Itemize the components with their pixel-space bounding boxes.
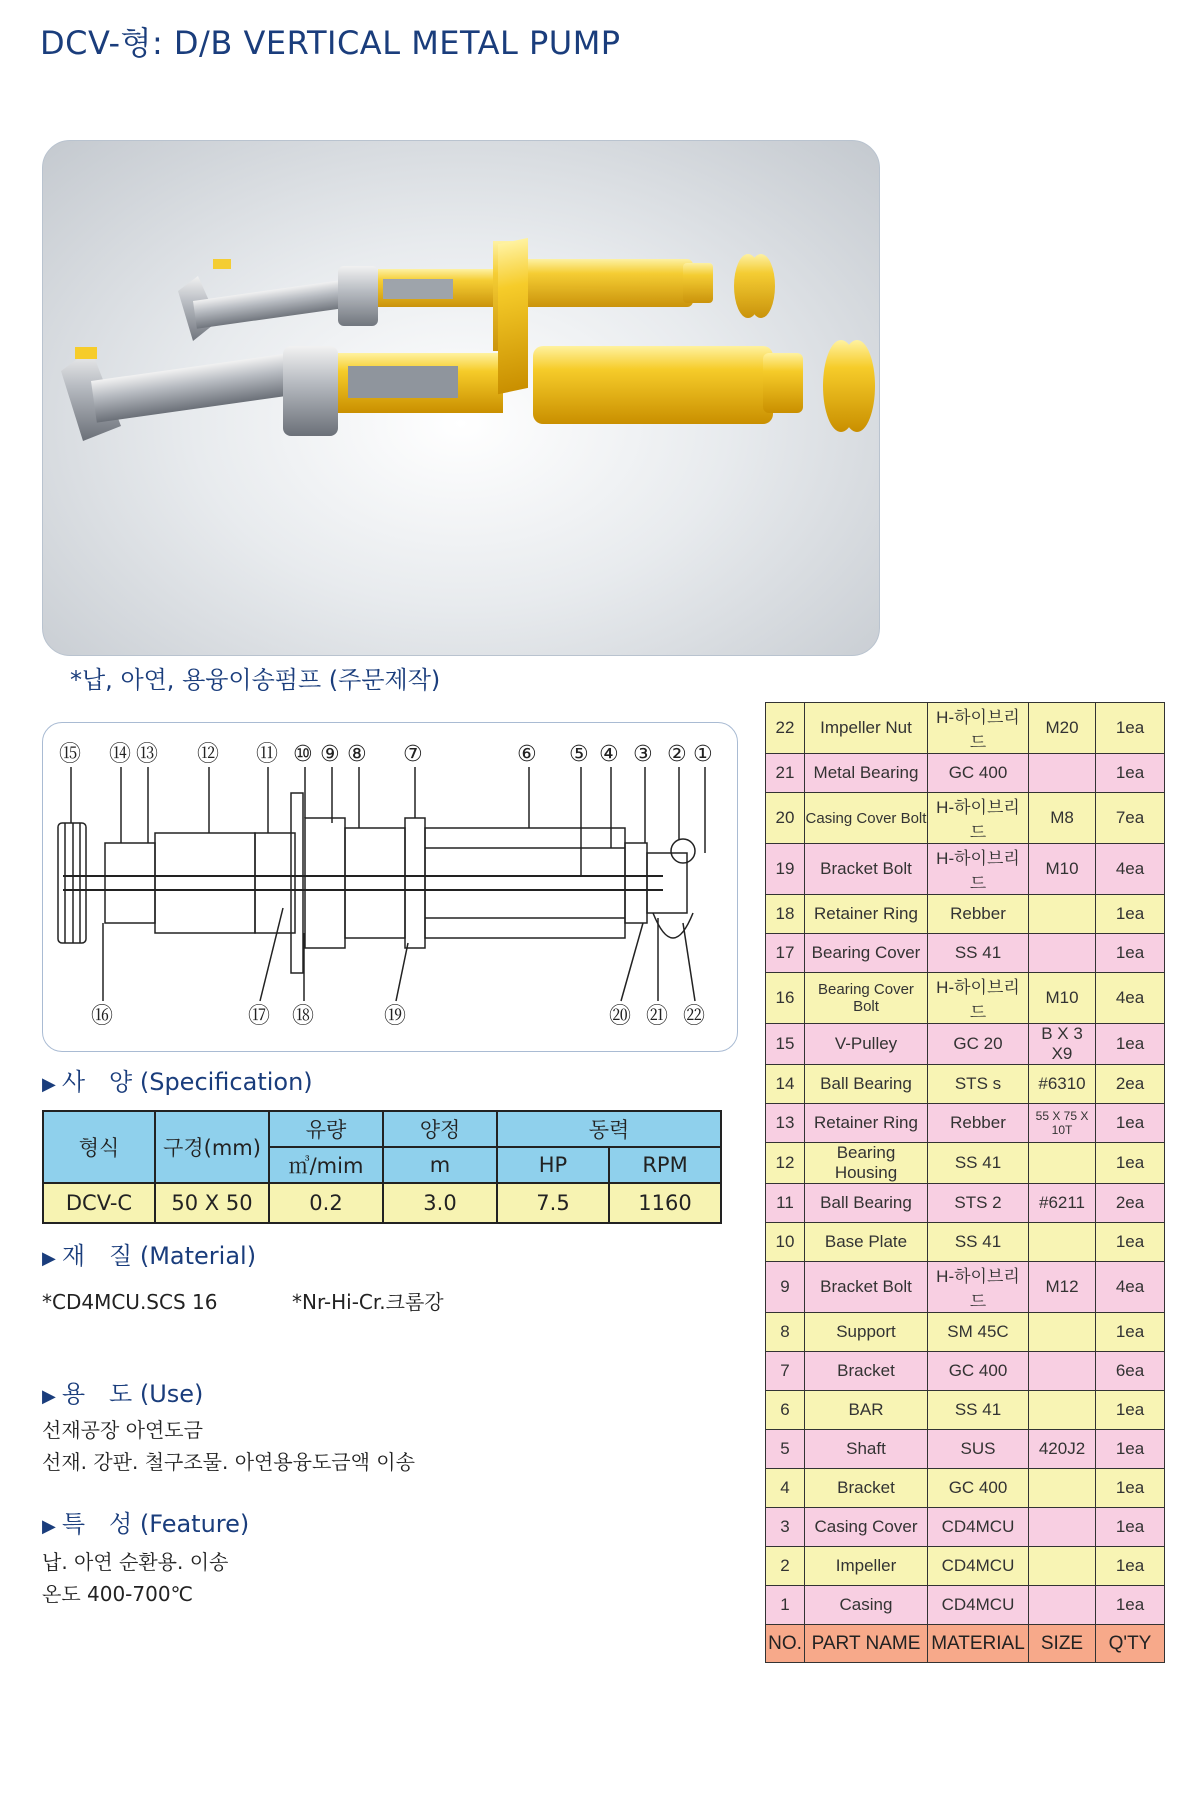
part-name: Bracket Bolt bbox=[805, 1262, 928, 1313]
spec-header-flow: 유량 bbox=[269, 1111, 383, 1147]
spec-header-power: 동력 bbox=[497, 1111, 721, 1147]
spec-unit-rpm: RPM bbox=[609, 1147, 721, 1183]
part-no: 11 bbox=[766, 1184, 805, 1223]
parts-header-no: NO. bbox=[766, 1625, 805, 1663]
callout-17: ⑰ bbox=[248, 1004, 271, 1029]
part-size bbox=[1029, 1143, 1096, 1184]
part-name: Bearing Cover Bolt bbox=[805, 973, 928, 1024]
part-material: SS 41 bbox=[928, 1143, 1029, 1184]
callout-13: ⑬ bbox=[136, 742, 159, 767]
material-item-2: *Nr-Hi-Cr.크롬강 bbox=[292, 1290, 444, 1314]
part-size: M20 bbox=[1029, 703, 1096, 754]
part-name: Bracket bbox=[805, 1469, 928, 1508]
part-qty: 1ea bbox=[1096, 1104, 1165, 1143]
part-no: 5 bbox=[766, 1430, 805, 1469]
parts-table-row bbox=[766, 703, 1165, 754]
parts-table-row bbox=[766, 895, 1165, 934]
part-no: 12 bbox=[766, 1143, 805, 1184]
part-name: Bearing Cover bbox=[805, 934, 928, 973]
material-item-1: *CD4MCU.SCS 16 bbox=[42, 1290, 218, 1314]
parts-table-row bbox=[766, 1586, 1165, 1625]
part-size bbox=[1029, 1586, 1096, 1625]
spec-heading: ▶ 사 양 (Specification) bbox=[42, 1068, 313, 1096]
parts-header-name: PART NAME bbox=[805, 1625, 928, 1663]
part-material: H-하이브리드 bbox=[928, 793, 1029, 844]
use-line-2: 선재. 강판. 철구조물. 아연용융도금액 이송 bbox=[42, 1450, 415, 1474]
part-no: 14 bbox=[766, 1065, 805, 1104]
parts-header-material: MATERIAL bbox=[928, 1625, 1029, 1663]
parts-table-row bbox=[766, 1223, 1165, 1262]
spec-head: 3.0 bbox=[383, 1183, 497, 1223]
part-material: STS 2 bbox=[928, 1184, 1029, 1223]
part-no: 4 bbox=[766, 1469, 805, 1508]
part-name: Casing Cover bbox=[805, 1508, 928, 1547]
part-no: 2 bbox=[766, 1547, 805, 1586]
part-no: 19 bbox=[766, 844, 805, 895]
part-material: SS 41 bbox=[928, 934, 1029, 973]
photo-caption: *납, 아연, 용융이송펌프 (주문제작) bbox=[70, 666, 441, 694]
part-name: Ball Bearing bbox=[805, 1065, 928, 1104]
feature-line-2: 온도 400-700℃ bbox=[42, 1582, 194, 1606]
part-material: Rebber bbox=[928, 895, 1029, 934]
part-no: 8 bbox=[766, 1313, 805, 1352]
part-no: 17 bbox=[766, 934, 805, 973]
part-name: Bracket bbox=[805, 1352, 928, 1391]
part-no: 7 bbox=[766, 1352, 805, 1391]
part-qty: 1ea bbox=[1096, 895, 1165, 934]
use-heading: ▶ 용 도 (Use) bbox=[42, 1380, 204, 1408]
part-name: V-Pulley bbox=[805, 1024, 928, 1065]
spec-unit-flow: ㎥/mim bbox=[269, 1147, 383, 1183]
feature-heading: ▶ 특 성 (Feature) bbox=[42, 1510, 250, 1538]
part-size: 55 X 75 X 10T bbox=[1029, 1104, 1096, 1143]
parts-header-row bbox=[766, 1625, 1165, 1663]
parts-table-row bbox=[766, 1352, 1165, 1391]
spec-hp: 7.5 bbox=[497, 1183, 609, 1223]
part-no: 22 bbox=[766, 703, 805, 754]
part-name: Retainer Ring bbox=[805, 895, 928, 934]
part-material: CD4MCU bbox=[928, 1586, 1029, 1625]
part-material: SM 45C bbox=[928, 1313, 1029, 1352]
part-material: GC 400 bbox=[928, 1469, 1029, 1508]
part-no: 20 bbox=[766, 793, 805, 844]
part-qty: 1ea bbox=[1096, 1143, 1165, 1184]
callout-3: ③ bbox=[633, 742, 653, 767]
part-size: M12 bbox=[1029, 1262, 1096, 1313]
parts-table-row bbox=[766, 1065, 1165, 1104]
part-material: GC 400 bbox=[928, 1352, 1029, 1391]
parts-table-row bbox=[766, 934, 1165, 973]
part-size bbox=[1029, 934, 1096, 973]
part-no: 15 bbox=[766, 1024, 805, 1065]
spec-unit-head: m bbox=[383, 1147, 497, 1183]
callout-5: ⑤ bbox=[569, 742, 589, 767]
callout-21: ㉑ bbox=[646, 1004, 669, 1029]
part-qty: 1ea bbox=[1096, 1223, 1165, 1262]
spec-rpm: 1160 bbox=[609, 1183, 721, 1223]
part-name: Ball Bearing bbox=[805, 1184, 928, 1223]
spec-bore: 50 X 50 bbox=[155, 1183, 269, 1223]
callout-8: ⑧ bbox=[347, 742, 367, 767]
callout-12: ⑫ bbox=[197, 742, 220, 767]
part-qty: 1ea bbox=[1096, 1024, 1165, 1065]
part-qty: 4ea bbox=[1096, 973, 1165, 1024]
callout-11: ⑪ bbox=[256, 742, 279, 767]
part-material: SS 41 bbox=[928, 1391, 1029, 1430]
part-size: M10 bbox=[1029, 973, 1096, 1024]
parts-table-row bbox=[766, 1469, 1165, 1508]
part-material: GC 400 bbox=[928, 754, 1029, 793]
part-material: STS s bbox=[928, 1065, 1029, 1104]
part-qty: 1ea bbox=[1096, 1391, 1165, 1430]
pump-back bbox=[178, 241, 775, 351]
part-size bbox=[1029, 895, 1096, 934]
parts-table-row bbox=[766, 1262, 1165, 1313]
parts-header-qty: Q'TY bbox=[1096, 1625, 1165, 1663]
spec-header-type: 형식 bbox=[43, 1111, 155, 1183]
pump-photo bbox=[42, 140, 880, 656]
callout-20: ⑳ bbox=[609, 1004, 632, 1029]
part-no: 10 bbox=[766, 1223, 805, 1262]
parts-table-row bbox=[766, 1104, 1165, 1143]
part-qty: 1ea bbox=[1096, 1586, 1165, 1625]
part-name: Casing bbox=[805, 1586, 928, 1625]
part-qty: 7ea bbox=[1096, 793, 1165, 844]
parts-table-row bbox=[766, 1430, 1165, 1469]
part-no: 18 bbox=[766, 895, 805, 934]
part-no: 13 bbox=[766, 1104, 805, 1143]
part-material: GC 20 bbox=[928, 1024, 1029, 1065]
callout-2: ② bbox=[667, 742, 687, 767]
part-name: Metal Bearing bbox=[805, 754, 928, 793]
part-qty: 6ea bbox=[1096, 1352, 1165, 1391]
triangle-right-icon: ▶ bbox=[42, 1516, 56, 1537]
page-title: DCV-형: D/B VERTICAL METAL PUMP bbox=[40, 24, 621, 62]
part-name: Retainer Ring bbox=[805, 1104, 928, 1143]
part-material: H-하이브리드 bbox=[928, 1262, 1029, 1313]
parts-table-row bbox=[766, 1508, 1165, 1547]
spec-table bbox=[42, 1110, 722, 1224]
part-name: Impeller bbox=[805, 1547, 928, 1586]
part-qty: 1ea bbox=[1096, 1313, 1165, 1352]
part-qty: 1ea bbox=[1096, 754, 1165, 793]
part-size bbox=[1029, 1223, 1096, 1262]
parts-table-row bbox=[766, 1024, 1165, 1065]
callout-19: ⑲ bbox=[384, 1004, 407, 1029]
material-heading: ▶ 재 질 (Material) bbox=[42, 1242, 257, 1270]
part-size: #6211 bbox=[1029, 1184, 1096, 1223]
callout-6: ⑥ bbox=[517, 742, 537, 767]
parts-table-row bbox=[766, 754, 1165, 793]
part-qty: 1ea bbox=[1096, 1508, 1165, 1547]
part-name: Shaft bbox=[805, 1430, 928, 1469]
callout-9: ⑨ bbox=[320, 742, 340, 767]
part-material: H-하이브리드 bbox=[928, 703, 1029, 754]
diagram-drawing bbox=[43, 723, 737, 1051]
callout-4: ④ bbox=[599, 742, 619, 767]
part-material: Rebber bbox=[928, 1104, 1029, 1143]
part-no: 6 bbox=[766, 1391, 805, 1430]
part-material: SS 41 bbox=[928, 1223, 1029, 1262]
part-material: H-하이브리드 bbox=[928, 973, 1029, 1024]
diagram-linework bbox=[58, 767, 705, 1001]
part-size: 420J2 bbox=[1029, 1430, 1096, 1469]
callout-22: ㉒ bbox=[683, 1004, 706, 1029]
parts-table-row bbox=[766, 1143, 1165, 1184]
spec-header-bore: 구경(mm) bbox=[155, 1111, 269, 1183]
part-size: M10 bbox=[1029, 844, 1096, 895]
part-size: M8 bbox=[1029, 793, 1096, 844]
part-name: Bracket Bolt bbox=[805, 844, 928, 895]
part-size bbox=[1029, 1391, 1096, 1430]
parts-table-row bbox=[766, 1313, 1165, 1352]
part-name: Support bbox=[805, 1313, 928, 1352]
callout-7: ⑦ bbox=[403, 742, 423, 767]
diagram-bottom-numbers bbox=[91, 1004, 705, 1029]
callout-14: ⑭ bbox=[109, 742, 132, 767]
part-name: Bearing Housing bbox=[805, 1143, 928, 1184]
part-size bbox=[1029, 754, 1096, 793]
part-name: Base Plate bbox=[805, 1223, 928, 1262]
part-no: 9 bbox=[766, 1262, 805, 1313]
parts-table-row bbox=[766, 793, 1165, 844]
part-size bbox=[1029, 1547, 1096, 1586]
part-material: CD4MCU bbox=[928, 1547, 1029, 1586]
parts-header-size: SIZE bbox=[1029, 1625, 1096, 1663]
part-material: H-하이브리드 bbox=[928, 844, 1029, 895]
part-qty: 1ea bbox=[1096, 1430, 1165, 1469]
parts-table bbox=[765, 702, 1165, 1663]
pump-illustration bbox=[43, 141, 879, 655]
part-qty: 2ea bbox=[1096, 1184, 1165, 1223]
part-material: SUS bbox=[928, 1430, 1029, 1469]
part-name: Impeller Nut bbox=[805, 703, 928, 754]
parts-table-row bbox=[766, 1391, 1165, 1430]
part-size bbox=[1029, 1508, 1096, 1547]
part-size bbox=[1029, 1469, 1096, 1508]
spec-header-head: 양정 bbox=[383, 1111, 497, 1147]
part-qty: 1ea bbox=[1096, 703, 1165, 754]
spec-flow: 0.2 bbox=[269, 1183, 383, 1223]
part-no: 3 bbox=[766, 1508, 805, 1547]
diagram-top-numbers bbox=[59, 742, 713, 767]
spec-unit-hp: HP bbox=[497, 1147, 609, 1183]
part-size: #6310 bbox=[1029, 1065, 1096, 1104]
callout-15: ⑮ bbox=[59, 742, 82, 767]
cross-section-diagram bbox=[42, 722, 738, 1052]
spec-type: DCV-C bbox=[43, 1183, 155, 1223]
use-line-1: 선재공장 아연도금 bbox=[42, 1418, 203, 1442]
triangle-right-icon: ▶ bbox=[42, 1248, 56, 1269]
part-material: CD4MCU bbox=[928, 1508, 1029, 1547]
part-qty: 1ea bbox=[1096, 934, 1165, 973]
parts-table-row bbox=[766, 973, 1165, 1024]
part-size bbox=[1029, 1352, 1096, 1391]
part-qty: 2ea bbox=[1096, 1065, 1165, 1104]
callout-1: ① bbox=[693, 742, 713, 767]
parts-table-row bbox=[766, 1547, 1165, 1586]
feature-line-1: 납. 아연 순환용. 이송 bbox=[42, 1550, 229, 1574]
part-no: 16 bbox=[766, 973, 805, 1024]
spec-row bbox=[43, 1183, 721, 1223]
parts-table-row bbox=[766, 844, 1165, 895]
callout-18: ⑱ bbox=[292, 1004, 315, 1029]
parts-table-row bbox=[766, 1184, 1165, 1223]
part-qty: 4ea bbox=[1096, 844, 1165, 895]
triangle-right-icon: ▶ bbox=[42, 1386, 56, 1407]
callout-16: ⑯ bbox=[91, 1004, 114, 1029]
part-name: BAR bbox=[805, 1391, 928, 1430]
part-qty: 4ea bbox=[1096, 1262, 1165, 1313]
triangle-right-icon: ▶ bbox=[42, 1074, 56, 1095]
part-name: Casing Cover Bolt bbox=[805, 793, 928, 844]
part-size bbox=[1029, 1313, 1096, 1352]
part-qty: 1ea bbox=[1096, 1547, 1165, 1586]
callout-10: ⑩ bbox=[293, 742, 313, 767]
part-qty: 1ea bbox=[1096, 1469, 1165, 1508]
part-size: B X 3 X9 bbox=[1029, 1024, 1096, 1065]
part-no: 1 bbox=[766, 1586, 805, 1625]
part-no: 21 bbox=[766, 754, 805, 793]
